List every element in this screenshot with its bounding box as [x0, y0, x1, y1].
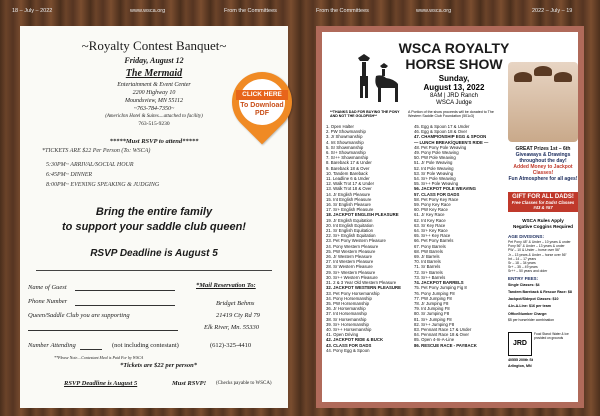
class-item: 16. Sr English Pleasure [326, 202, 371, 208]
mail-reservation-label: *Mail Reservation To: [196, 282, 256, 289]
class-item: 7. Sr++ Showmanship [326, 155, 369, 161]
class-item: 59. Pony Key Race [414, 202, 451, 208]
class-item: 4. Int Showmanship [326, 139, 364, 145]
tickets-note: *Tickets are $22 per person* [120, 362, 198, 369]
show-title-1: WSCA ROYALTY [398, 40, 510, 56]
class-item: 26. Jr Western Pleasure [326, 254, 373, 260]
age-division-item: PW – 10 & Under – horse over 56" [508, 248, 561, 253]
class-item: 83. Pennant Race 17 & Under [414, 326, 472, 332]
class-item: 15. Int English Pleasure [326, 196, 372, 202]
class-item: 9. Bareback 18 & Over [326, 165, 370, 171]
office-fee: $5 per horse/rider combination [508, 318, 554, 322]
gift-banner [508, 192, 578, 212]
download-link[interactable] [234, 90, 290, 118]
left-site: www.wsca.org [130, 8, 166, 14]
class-item: 64. Sr+ Key Race [414, 228, 448, 234]
class-item: 33. Pet Pony Horsemanship [326, 290, 380, 296]
class-item: 61. Jr Key Race [414, 212, 445, 218]
footer-checks: (Checks payable to WSCA) [216, 381, 272, 386]
tickets-line: *TICKETS ARE $22 Per Person (To: WSCA) [42, 148, 151, 154]
hotel-note: (AmericInn Hotel & Suites....attached to facility) [105, 114, 203, 119]
class-item: 37. Int Horsemanship [326, 311, 367, 317]
mail-phone: (612)-325-4410 [210, 342, 252, 349]
class-item: 5. Sr Showmanship [326, 144, 364, 150]
show-judge: WSCA Judge [436, 100, 472, 106]
contestant-meal-note: **Please Note....Contestant Meal is Paid For by WSCA [54, 355, 144, 360]
class-item: 17. Sr+ English Pleasure [326, 207, 374, 213]
class-item: 80. Sr Jumping F8 [414, 311, 450, 317]
class-item: 21. Sr English Equitation [326, 228, 374, 234]
class-item: 77. PW Jumping F8 [414, 295, 452, 301]
class-item: 22. Sr+ English Equitation [326, 233, 376, 239]
number-field[interactable] [80, 349, 102, 350]
class-item: 86. RESCUE RACE - PAYBACK [414, 342, 477, 348]
header-bar [0, 0, 600, 22]
class-list-1 [326, 124, 414, 353]
giveaways-text: Giveaways & Drawings throughout the day! [515, 152, 571, 164]
class-item: 8. Bareback 17 & Under [326, 160, 372, 166]
not-counting-note: (not including contestant) [112, 342, 179, 349]
class-item: 84. Pennant Race 18 & Over [414, 332, 469, 338]
class-item: 19. Jr English Equitation [326, 217, 373, 223]
class-item: 3. Jr Showmanship [326, 134, 363, 140]
entry-title: ENTRY FEES: [508, 276, 539, 281]
class-item: 24. Pony Western Pleasure [326, 243, 379, 249]
class-item: 73. Sr++ Barrels [414, 274, 446, 280]
footer-must-rsvp: Must RSVP! [172, 380, 207, 387]
class-item: 10. Tandem Bareback [326, 170, 368, 176]
click-here-label: CLICK HERE [236, 90, 288, 100]
venue-address2: Moundsview, MN 55112 [125, 98, 183, 104]
class-item: 72. Sr+ Barrels [414, 269, 443, 275]
class-item: 66. Pet Pony Barrels [414, 238, 454, 244]
class-item: 67. Pony Barrels [414, 243, 446, 249]
class-item: 47. CHAMPIONSHIP EGG & SPOON [414, 134, 487, 140]
class-item: 11. Leadline 6 & Under [326, 176, 370, 182]
schedule-arrival: 5:30PM~ ARRIVAL/SOCIAL HOUR [46, 162, 134, 168]
fun-text: Fun Atmosphere for all ages! [508, 176, 578, 182]
class-item: 69. Jr Barrels [414, 254, 440, 260]
class-item: 45. Egg & Spoon 17 & Under [414, 124, 470, 129]
class-item: 13. Walk Trot 18 & Over [326, 186, 372, 192]
hotel-phone: 763-515-9230 [138, 121, 170, 127]
mail-address2: Elk River, Mn. 55330 [204, 324, 260, 331]
age-division-item: Sr++ – 50 years and older [508, 269, 548, 274]
class-item: 29. Sr+ Western Pleasure [326, 269, 376, 275]
club-field[interactable] [28, 330, 178, 331]
class-item: 60. PW Key Race [414, 207, 448, 213]
venue-name: The Mermaid [125, 68, 183, 79]
mail-name: Bridget Behms [216, 300, 255, 307]
prizes-box [506, 146, 580, 182]
class-item: 25. PW Western Pleasure [326, 248, 376, 254]
venue-phone: ~763-784-7350~ [133, 106, 175, 112]
venue-sub: Entertainment & Event Center [117, 82, 191, 88]
left-page-number: 18 – July – 2022 [12, 8, 53, 14]
class-item: 53. Sr Pole Weaving [414, 170, 454, 176]
phone-field[interactable] [75, 305, 175, 306]
class-item: 41. Open Driving [326, 332, 359, 338]
class-item: 48. Pet Pony Pole Weaving [414, 144, 467, 150]
food-note: Food Stand: Water & Ice provided on grounds [534, 332, 569, 340]
added-money-text: Added Money to Jackpot Classes! [513, 164, 573, 176]
office-charge: Office/Number Charge: [508, 312, 548, 316]
class-item: 12. Walk Trot 17 & Under [326, 181, 375, 187]
class-item: 28. Sr Western Pleasure [326, 264, 373, 270]
class-item: 1. Open Halter [326, 124, 354, 129]
age-division-item: Pony 56" & Under – 13 years & under [508, 244, 565, 249]
horse-show-flyer [316, 26, 584, 408]
class-item: 31. 2 & 3 Year Old Western Pleasure [326, 280, 397, 286]
venue-address1: 2200 Highway 10 [132, 90, 176, 96]
queens-photo [508, 62, 578, 142]
class-item: 52. Int Pole Weaving [414, 165, 454, 171]
schedule-dinner: 6:45PM~ DINNER [46, 172, 93, 178]
age-division-item: Jr – 13 years & Under – horse over 56" [508, 252, 567, 257]
class-item: 75. Pet Pony Jumping Fig 8 [414, 285, 467, 291]
to-download-label: To Download PDF [240, 102, 284, 117]
banquet-date: Friday, August 12 [124, 56, 184, 65]
class-item: 74. JACKPOT BARRELS [414, 280, 464, 286]
banquet-flyer [20, 26, 288, 408]
jrd-logo: JRD [508, 332, 532, 356]
show-title-2: HORSE SHOW [405, 56, 503, 72]
class-item: 65. Sr++ Key Race [414, 233, 451, 239]
class-item: 51. Jr Pole Weaving [414, 160, 453, 166]
class-item: 20. Int English Equitation [326, 222, 374, 228]
class-item: 49. Pony Pole Weaving [414, 150, 459, 156]
class-item: 56. JACKPOT POLE WEAVING [414, 186, 476, 192]
class-item: 57. CLASS FOR DADS [414, 191, 460, 197]
class-item: 82. Sr++ Jumping F8 [414, 321, 455, 327]
class-item: 34. Pony Horsemanship [326, 295, 372, 301]
fee-jackpot: Jackpot/Sidepot Classes: $10 [508, 297, 559, 301]
right-site: www.wsca.org [416, 8, 452, 14]
schedule-judging: 8:00PM~ EVENING SPEAKING & JUDGING [46, 182, 160, 188]
class-item: 40. Sr++ Horsemanship [326, 326, 372, 332]
age-division-item: Sr+ – 35 – 49 years [508, 265, 538, 270]
class-item: 85. Open 4-In-A-Line [414, 337, 455, 343]
class-item: 36. Jr Horsemanship [326, 306, 366, 312]
portion-note: A Portion of the show proceeds will be donated to The Western Saddle Club Foundation (501c3) [408, 110, 494, 119]
class-item: 58. Pet Pony Key Race [414, 196, 459, 202]
class-item: — LUNCH BREAK/QUEEN'S RIDE — [414, 139, 489, 145]
phone-label: Phone Number [28, 298, 68, 305]
rules-text: WSCA Rules Apply [522, 218, 564, 223]
class-item: 46. Egg & Spoon 18 & Over [414, 129, 468, 135]
club-label: Queen/Saddle Club you are supporting [28, 312, 130, 319]
class-item: 50. PW Pole Weaving [414, 155, 456, 161]
class-item: 54. Sr+ Pole Weaving [414, 176, 456, 182]
number-label: Number Attending [28, 342, 76, 349]
class-item: 70. Int Barrels [414, 259, 441, 265]
class-item: 43. CLASS FOR DADS [326, 342, 372, 348]
fee-4-in-a-line: 4-In-A-Line: $16 per team [508, 304, 551, 308]
class-item: 63. Sr Key Race [414, 222, 446, 228]
class-item: 32. JACKPOT WESTERN PLEASURE [326, 285, 401, 291]
show-time: 8AM | JRD Ranch [430, 93, 478, 99]
age-division-item: Int – 14 – 17 years [508, 256, 537, 261]
class-item: 79. Int Jumping F8 [414, 306, 450, 312]
fee-single: Single Classes: $4 [508, 283, 540, 287]
class-item: 39. Sr+ Horsemanship [326, 321, 369, 327]
class-item: 44. Pony Egg & Spoon [326, 347, 370, 353]
guest-name-label: Name of Guest [28, 284, 67, 291]
class-item: 55. Sr++ Pole Weaving [414, 181, 459, 187]
class-item: 68. PW Barrels [414, 248, 443, 254]
guest-name-field[interactable] [75, 290, 175, 291]
gift-text: GIFT FOR ALL DADS! [512, 194, 574, 200]
fee-tandem: Tandem Bareback & Rescue Race: $8 [508, 290, 572, 294]
coggins-text: Negative Coggins Required [513, 224, 573, 229]
footer-deadline: RSVP Deadline is August 5 [64, 380, 138, 387]
thanks-dad-note: **THANKS DAD FOR BUYING THE PONY AND NOT THE GOLDFISH** [330, 110, 400, 119]
age-division-item: Sr – 18 – 34 years [508, 261, 536, 266]
show-day: Sunday, [438, 74, 470, 83]
banquet-title: ~Royalty Contest Banquet~ [81, 38, 227, 53]
class-item: 30. Sr++ Western Pleasure [326, 274, 378, 280]
age-division-item: Pet Pony 48" & Under – 10 years & under [508, 240, 571, 244]
age-title: AGE DIVISIONS: [508, 234, 544, 239]
jrd-address1: 40555 200th St [508, 358, 533, 362]
prizes-text: GREAT Prizes 1st – 6th [515, 146, 571, 152]
class-item: 6. Sr+ Showmanship [326, 150, 366, 156]
free-classes-text: Free Classes for Dads! Classes #43 & #57 [511, 200, 575, 210]
rsvp-line: *****Must RSVP to attend***** [109, 138, 199, 145]
mail-address1: 21419 Cty Rd 79 [216, 312, 260, 319]
class-item: 14. Jr English Pleasure [326, 191, 371, 197]
class-item: 18. JACKPOT ENGLISH PLEASURE [326, 212, 399, 218]
class-item: 81. Sr+ Jumping F8 [414, 316, 452, 322]
class-item: 35. PW Horsemanship [326, 300, 369, 306]
class-item: 2. PW Showmanship [326, 129, 366, 135]
tagline-1: Bring the entire family [95, 206, 213, 218]
class-item: 27. Int Western Pleasure [326, 259, 374, 265]
rsvp-deadline: RSVP Deadline is August 5 [90, 248, 218, 259]
right-section: From the Committees [316, 8, 369, 14]
class-list-2 [414, 124, 506, 348]
class-item: 38. Sr Horsemanship [326, 316, 367, 322]
age-list [508, 240, 580, 274]
class-item: 42. JACKPOT RIDE & BUCK [326, 337, 384, 343]
class-item: 23. Pet Pony Western Pleasure [326, 238, 386, 244]
class-item: 78. Jr Jumping F8 [414, 300, 449, 306]
jrd-address2: Arlington, MN [508, 364, 532, 368]
show-date: August 13, 2022 [423, 83, 485, 92]
right-page-number: 2022 – July – 19 [532, 8, 573, 14]
class-item: 76. Pony Jumping F8 [414, 290, 455, 296]
left-section: From the Committees [224, 8, 277, 14]
class-item: 71. Sr Barrels [414, 264, 441, 270]
tagline-2: to support your saddle club queen! [62, 221, 246, 233]
class-item: 62. Int Key Race [414, 217, 446, 223]
divider [36, 270, 272, 271]
